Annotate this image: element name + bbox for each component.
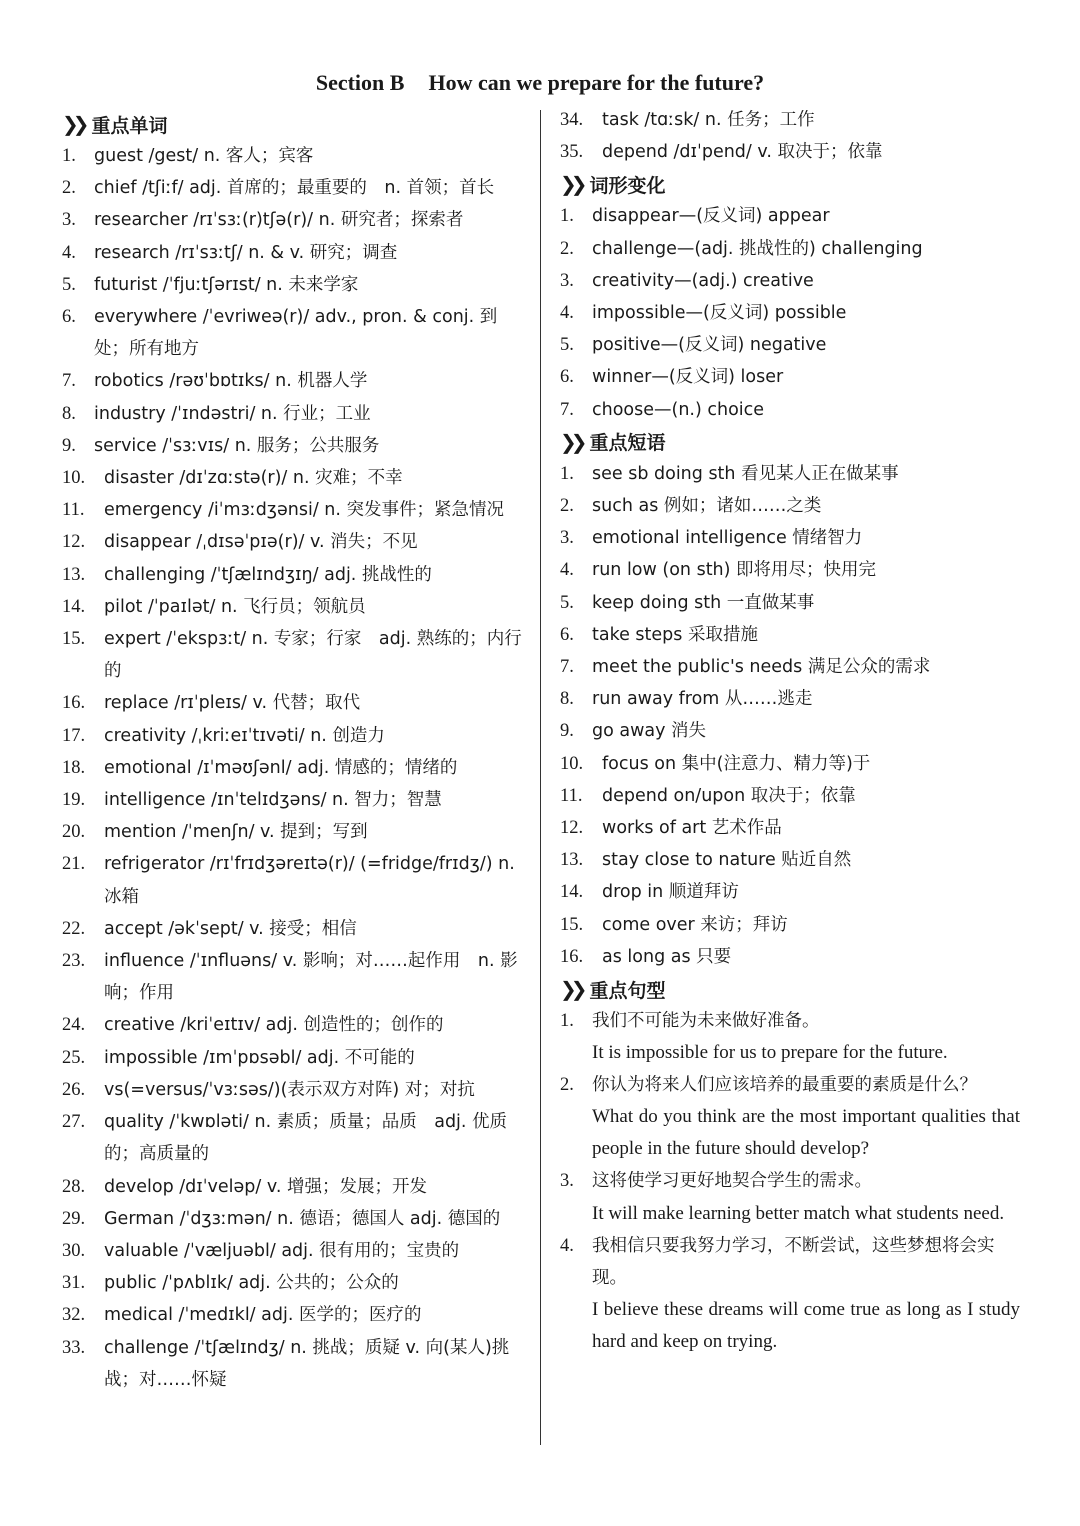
item-text: challenge—(adj. 挑战性的) challenging [592, 238, 923, 259]
phrase-entry [560, 619, 1020, 651]
item-text: pilot /ˈpaɪlət/ n. 飞行员；领航员 [104, 596, 366, 617]
item-number: 6. [560, 624, 574, 645]
item-text: refrigerator /rɪˈfrɪdʒəreɪtə(r)/ (=fridge/frɪdʒ/) n. 冰箱 [104, 854, 515, 907]
item-text: choose—(n.) choice [592, 399, 765, 420]
sentence-english: What do you think are the most important qualities that people in the future should develop? [592, 1106, 1020, 1160]
item-number: 16. [62, 693, 86, 714]
item-text: mention /ˈmenʃn/ v. 提到；写到 [104, 822, 368, 843]
word-entry [62, 913, 522, 945]
item-text: run away from 从……逃走 [592, 689, 813, 710]
word-entry [62, 784, 522, 816]
double-chevron-icon: ❯❯ [560, 977, 582, 1002]
item-number: 31. [62, 1273, 86, 1294]
item-number: 33. [62, 1337, 86, 1358]
word-form-entry [560, 394, 1020, 426]
item-text: depend on/upon 取决于；依靠 [602, 785, 856, 806]
item-number: 5. [560, 335, 574, 356]
item-number: 16. [560, 946, 584, 967]
item-number: 14. [560, 882, 584, 903]
word-entry [62, 559, 522, 591]
item-text: depend /dɪˈpend/ v. 取决于；依靠 [602, 142, 883, 163]
word-entry [62, 462, 522, 494]
heading-key-sentences: ❯❯ 重点句型 [560, 977, 666, 1002]
item-number: 1. [560, 206, 574, 227]
phrase-entry [560, 651, 1020, 683]
item-text: everywhere /ˈevriweə(r)/ adv., pron. & conj. 到处；所有地方 [94, 307, 498, 360]
item-number: 25. [62, 1047, 86, 1068]
word-entry [62, 1074, 522, 1106]
item-number: 27. [62, 1112, 86, 1133]
item-number: 6. [560, 367, 574, 388]
item-text: expert /ˈekspɜːt/ n. 专家；行家 adj. 熟练的；内行的 [104, 629, 522, 682]
item-number: 7. [62, 371, 76, 392]
item-text: challenge /ˈtʃælɪndʒ/ n. 挑战；质疑 v. 向(某人)挑战；对……怀疑 [104, 1337, 510, 1390]
word-form-entry [560, 265, 1020, 297]
sentence-chinese: 我们不可能为未来做好准备。 [592, 1011, 820, 1032]
heading-key-phrases: ❯❯ 重点短语 [560, 429, 666, 455]
phrase-entry [560, 941, 1020, 973]
item-text: researcher /rɪˈsɜː(r)tʃə(r)/ n. 研究者；探索者 [94, 210, 464, 231]
item-number: 9. [560, 721, 574, 742]
item-text: research /rɪˈsɜːtʃ/ n. & v. 研究；调查 [94, 242, 398, 263]
word-entry [62, 237, 522, 269]
item-number: 30. [62, 1240, 86, 1261]
item-text: creativity /ˌkriːeɪˈtɪvəti/ n. 创造力 [104, 725, 385, 746]
item-number: 28. [62, 1176, 86, 1197]
item-number: 3. [560, 270, 574, 291]
item-number: 32. [62, 1305, 86, 1326]
item-text: creativity—(adj.) creative [592, 270, 814, 291]
item-text: impossible /ɪmˈpɒsəbl/ adj. 不可能的 [104, 1047, 415, 1068]
word-entry [62, 398, 522, 430]
item-text: emotional /ɪˈməʊʃənl/ adj. 情感的；情绪的 [104, 757, 458, 778]
item-text: industry /ˈɪndəstri/ n. 行业；工业 [94, 403, 371, 424]
item-text: go away 消失 [592, 721, 707, 742]
phrase-entry [560, 554, 1020, 586]
item-number: 8. [62, 403, 76, 424]
item-text: futurist /ˈfjuːtʃərɪst/ n. 未来学家 [94, 274, 359, 295]
item-text: emergency /iˈmɜːdʒənsi/ n. 突发事件；紧急情况 [104, 500, 505, 521]
item-text: creative /kriˈeɪtɪv/ adj. 创造性的；创作的 [104, 1015, 444, 1036]
item-text: as long as 只要 [602, 946, 732, 967]
item-number: 19. [62, 790, 86, 811]
item-text: task /tɑːsk/ n. 任务；工作 [602, 110, 815, 130]
word-forms-list [560, 200, 1020, 425]
item-text: service /ˈsɜːvɪs/ n. 服务；公共服务 [94, 435, 380, 456]
phrase-entry [560, 812, 1020, 844]
double-chevron-icon: ❯❯ [560, 172, 582, 197]
item-number: 2. [560, 1075, 574, 1096]
heading-word-forms: ❯❯ 词形变化 [560, 172, 666, 197]
phrase-entry [560, 748, 1020, 780]
phrase-entry [560, 844, 1020, 876]
item-number: 1. [560, 1011, 574, 1032]
item-text: influence /ˈɪnfluəns/ v. 影响；对……起作用 n. 影响；作用 [104, 951, 518, 1004]
item-number: 5. [62, 274, 76, 295]
word-entry [62, 1299, 522, 1331]
word-entry [62, 365, 522, 397]
item-text: chief /tʃiːf/ adj. 首席的；最重要的 n. 首领；首长 [94, 178, 495, 199]
item-number: 23. [62, 951, 86, 972]
item-number: 4. [560, 560, 574, 581]
item-number: 15. [560, 914, 584, 935]
item-number: 3. [560, 528, 574, 549]
word-entry [62, 720, 522, 752]
item-text: disaster /dɪˈzɑːstə(r)/ n. 灾难；不幸 [104, 468, 403, 489]
item-number: 7. [560, 657, 574, 678]
phrase-entry [560, 909, 1020, 941]
item-text: positive—(反义词) negative [592, 335, 827, 356]
item-number: 11. [560, 785, 583, 806]
item-number: 22. [62, 918, 86, 939]
sentence-chinese: 我相信只要我努力学习，不断尝试，这些梦想将会实现。 [592, 1235, 995, 1288]
section-label: Section B [315, 70, 405, 95]
heading-key-words: ❯❯ 重点单词 [62, 112, 168, 137]
word-entry [62, 1267, 522, 1299]
item-text: disappear /ˌdɪsəˈpɪə(r)/ v. 消失；不见 [104, 532, 418, 553]
item-number: 15. [62, 629, 86, 650]
sentence-entry [560, 1165, 1020, 1229]
item-number: 14. [62, 596, 86, 617]
sentence-chinese: 这将使学习更好地契合学生的需求。 [592, 1171, 872, 1192]
item-number: 2. [62, 178, 76, 199]
item-text: winner—(反义词) loser [592, 367, 784, 388]
item-number: 17. [62, 725, 86, 746]
item-text: works of art 艺术作品 [602, 818, 782, 839]
item-number: 18. [62, 757, 86, 778]
item-text: develop /dɪˈveləp/ v. 增强；发展；开发 [104, 1176, 427, 1197]
double-chevron-icon: ❯❯ [62, 112, 84, 136]
phrase-entry [560, 490, 1020, 522]
item-number: 1. [560, 463, 574, 484]
sentence-chinese: 你认为将来人们应该培养的最重要的素质是什么？ [592, 1075, 977, 1096]
phrase-entry [560, 876, 1020, 908]
phrase-entry [560, 780, 1020, 812]
item-number: 13. [560, 850, 584, 871]
item-number: 4. [560, 303, 574, 324]
sentence-list [560, 1005, 1020, 1358]
sentence-english: It will make learning better match what students need. [592, 1202, 1005, 1224]
word-entry [62, 526, 522, 558]
item-text: replace /rɪˈpleɪs/ v. 代替；取代 [104, 693, 361, 714]
word-entry [62, 623, 522, 687]
sentence-entry [560, 1230, 1020, 1358]
word-form-entry [560, 329, 1020, 361]
item-text: stay close to nature 贴近自然 [602, 850, 852, 871]
word-entry [62, 687, 522, 719]
word-entry [62, 301, 522, 365]
word-entry [62, 494, 522, 526]
item-number: 1. [62, 146, 76, 166]
word-entry [62, 1171, 522, 1203]
item-number: 9. [62, 435, 76, 456]
word-entry [62, 591, 522, 623]
item-number: 13. [62, 564, 86, 585]
item-number: 24. [62, 1015, 86, 1036]
item-number: 7. [560, 399, 574, 420]
item-number: 8. [560, 689, 574, 710]
item-number: 12. [62, 532, 86, 553]
item-number: 20. [62, 822, 86, 843]
item-text: quality /ˈkwɒləti/ n. 素质；质量；品质 adj. 优质的；高质量的 [104, 1112, 508, 1165]
section-question: How can we prepare for the future? [428, 70, 765, 95]
item-number: 2. [560, 496, 574, 517]
item-number: 11. [62, 500, 85, 521]
sentence-english: It is impossible for us to prepare for the future. [592, 1042, 948, 1064]
phrase-entry [560, 522, 1020, 554]
word-entry [62, 1042, 522, 1074]
item-number: 2. [560, 238, 574, 259]
right-column [560, 104, 1020, 1358]
word-entry [62, 848, 522, 912]
left-column [62, 108, 522, 1396]
item-number: 4. [62, 242, 76, 263]
word-entry [62, 1203, 522, 1235]
item-text: focus on 集中(注意力、精力等)于 [602, 753, 871, 774]
item-number: 29. [62, 1208, 86, 1229]
page-title [0, 70, 1080, 96]
item-text: robotics /rəʊˈbɒtɪks/ n. 机器人学 [94, 371, 368, 392]
phrase-entry [560, 715, 1020, 747]
word-entry [62, 430, 522, 462]
word-entry [62, 1332, 522, 1396]
item-number: 34. [560, 110, 584, 130]
item-text: medical /ˈmedɪkl/ adj. 医学的；医疗的 [104, 1305, 422, 1326]
item-number: 3. [62, 210, 76, 231]
word-form-entry [560, 361, 1020, 393]
word-form-entry [560, 200, 1020, 232]
word-entry [62, 1235, 522, 1267]
word-entry [62, 204, 522, 236]
item-number: 3. [560, 1171, 574, 1192]
item-number: 10. [560, 753, 584, 774]
word-entry [62, 269, 522, 301]
item-number: 6. [62, 307, 76, 328]
item-text: German /ˈdʒɜːmən/ n. 德语；德国人 adj. 德国的 [104, 1208, 501, 1229]
item-text: emotional intelligence 情绪智力 [592, 528, 863, 549]
phrase-entry [560, 587, 1020, 619]
item-text: intelligence /ɪnˈtelɪdʒəns/ n. 智力；智慧 [104, 790, 442, 811]
item-text: valuable /ˈvæljuəbl/ adj. 很有用的；宝贵的 [104, 1240, 460, 1261]
word-entry [62, 1106, 522, 1170]
item-text: disappear—(反义词) appear [592, 206, 830, 227]
item-text: run low (on sth) 即将用尽；快用完 [592, 560, 877, 581]
word-entry [62, 816, 522, 848]
word-entry [560, 136, 1020, 168]
phrase-entry [560, 458, 1020, 490]
item-number: 21. [62, 854, 86, 875]
item-text: come over 来访；拜访 [602, 914, 788, 935]
item-text: such as 例如；诸如……之类 [592, 496, 822, 517]
item-number: 10. [62, 468, 86, 489]
item-text: meet the public's needs 满足公众的需求 [592, 657, 931, 678]
word-list [62, 140, 522, 1396]
word-entry [62, 172, 522, 204]
phrase-entry [560, 683, 1020, 715]
item-number: 26. [62, 1079, 86, 1100]
column-divider [540, 110, 541, 1445]
item-text: challenging /ˈtʃælɪndʒɪŋ/ adj. 挑战性的 [104, 564, 432, 585]
sentence-entry [560, 1005, 1020, 1069]
phrase-list [560, 458, 1020, 973]
item-text: impossible—(反义词) possible [592, 303, 847, 324]
item-text: see sb doing sth 看见某人正在做某事 [592, 463, 899, 484]
item-text: keep doing sth 一直做某事 [592, 592, 815, 613]
word-list-continued [560, 104, 1020, 168]
item-number: 35. [560, 142, 584, 163]
item-number: 5. [560, 592, 574, 613]
item-text: drop in 顺道拜访 [602, 882, 739, 903]
word-form-entry [560, 233, 1020, 265]
item-text: take steps 采取措施 [592, 624, 758, 645]
word-form-entry [560, 297, 1020, 329]
word-entry [560, 104, 1020, 136]
item-text: guest /gest/ n. 客人；宾客 [94, 146, 314, 166]
word-entry [62, 140, 522, 172]
word-entry [62, 752, 522, 784]
item-text: public /ˈpʌblɪk/ adj. 公共的；公众的 [104, 1273, 399, 1294]
sentence-english: I believe these dreams will come true as long as I study hard and keep on trying. [592, 1298, 1020, 1352]
word-entry [62, 1009, 522, 1041]
item-text: vs(=versus/ˈvɜːsəs/)(表示双方对阵) 对；对抗 [104, 1079, 475, 1100]
sentence-entry [560, 1069, 1020, 1165]
item-text: accept /əkˈsept/ v. 接受；相信 [104, 918, 357, 939]
item-number: 12. [560, 818, 584, 839]
double-chevron-icon: ❯❯ [560, 429, 582, 454]
item-number: 4. [560, 1235, 574, 1256]
word-entry [62, 945, 522, 1009]
